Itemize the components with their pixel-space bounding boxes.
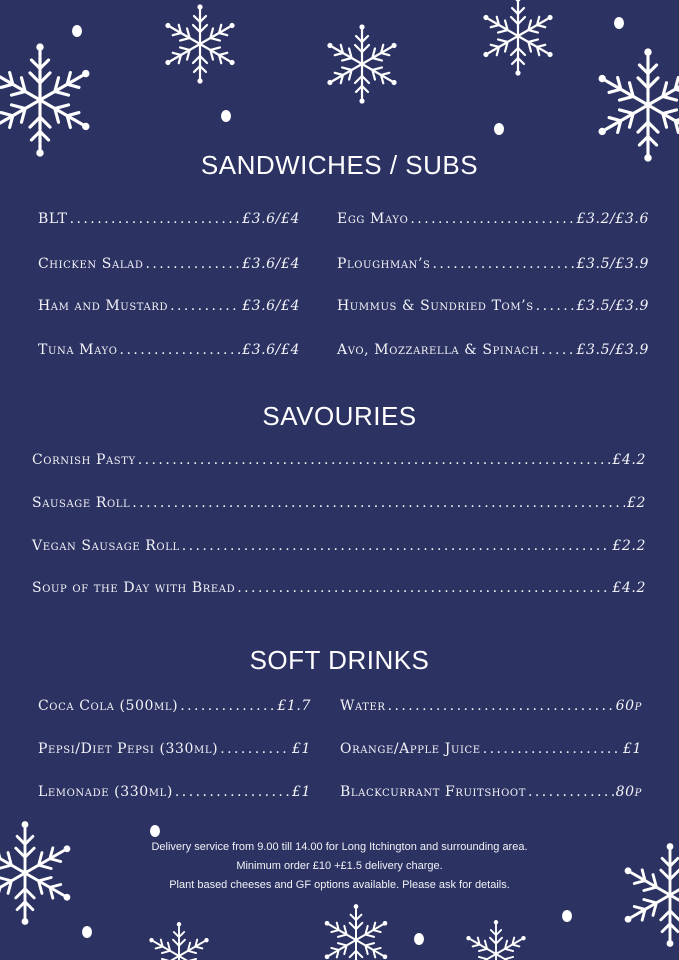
dot-leader	[483, 741, 621, 757]
snow-dot	[150, 825, 160, 837]
item-price: £3.6/£4	[242, 256, 300, 272]
snow-dot	[82, 926, 92, 938]
item-name: Orange/Apple Juice	[340, 741, 481, 757]
menu-item	[38, 298, 300, 314]
snow-dot	[72, 25, 82, 37]
snow-dot	[562, 910, 572, 922]
footer-line: Delivery service from 9.00 till 14.00 for Long Itchington and surrounding area.	[151, 841, 528, 853]
item-price: £2.2	[612, 538, 646, 554]
item-price: £1.7	[277, 698, 311, 714]
footer-line: Plant based cheeses and GF options available. Please ask for details.	[169, 879, 510, 891]
dot-leader	[132, 495, 625, 511]
footer-line: Minimum order £10 +£1.5 delivery charge.	[236, 860, 443, 872]
dot-leader	[170, 298, 240, 314]
dot-leader	[541, 342, 574, 358]
snowflake-icon	[318, 902, 394, 960]
dot-leader	[237, 580, 610, 596]
snow-dot	[614, 17, 624, 29]
section-title-sandwiches: SANDWICHES / SUBS	[200, 150, 479, 180]
item-price: £1	[622, 741, 642, 757]
item-price: 60p	[615, 698, 642, 714]
item-price: £3.5/£3.9	[576, 256, 649, 272]
menu-item	[38, 211, 300, 227]
snowflake-icon	[320, 22, 404, 106]
menu-item	[340, 698, 642, 714]
snow-dot	[414, 933, 424, 945]
menu-item	[337, 211, 649, 227]
snowflake-icon	[476, 0, 560, 78]
item-price: £3.5/£3.9	[576, 298, 649, 314]
menu-item	[38, 342, 300, 358]
snow-dot	[494, 123, 504, 135]
item-name: Lemonade (330ml)	[38, 784, 173, 800]
snow-dot	[221, 110, 231, 122]
menu-item	[32, 580, 646, 596]
menu-item	[32, 495, 646, 511]
snowflake-icon	[158, 2, 242, 86]
delivery-info	[0, 838, 679, 895]
item-name: Hummus & Sundried Tom’s	[337, 298, 534, 314]
item-name: Ham and Mustard	[38, 298, 169, 314]
item-name: Tuna Mayo	[38, 342, 118, 358]
section-title-savouries: SAVOURIES	[262, 401, 417, 431]
menu-item	[32, 538, 646, 554]
item-name: Water	[340, 698, 386, 714]
item-name: BLT	[38, 211, 68, 227]
menu-item	[38, 698, 311, 714]
snowflake-icon	[460, 918, 532, 960]
menu-item	[340, 784, 642, 800]
dot-leader	[182, 538, 611, 554]
item-name: Vegan Sausage Roll	[32, 538, 180, 554]
dot-leader	[138, 452, 611, 468]
dot-leader	[536, 298, 575, 314]
dot-leader	[528, 784, 614, 800]
dot-leader	[220, 741, 290, 757]
menu-item	[340, 741, 642, 757]
item-name: Avo, Mozzarella & Spinach	[337, 342, 540, 358]
snowflake-icon	[588, 45, 679, 165]
item-name: Soup of the Day with Bread	[32, 580, 236, 596]
item-price: £1	[291, 741, 311, 757]
item-name: Ploughman’s	[337, 256, 431, 272]
menu-item	[337, 342, 649, 358]
dot-leader	[120, 342, 241, 358]
dot-leader	[180, 698, 275, 714]
dot-leader	[388, 698, 614, 714]
dot-leader	[433, 256, 575, 272]
menu-item	[38, 256, 300, 272]
item-name: Sausage Roll	[32, 495, 131, 511]
item-name: Coca Cola (500ml)	[38, 698, 179, 714]
item-price: £4.2	[612, 580, 646, 596]
dot-leader	[175, 784, 290, 800]
item-price: £3.6/£4	[242, 298, 300, 314]
snowflake-icon	[0, 40, 100, 160]
item-price: £4.2	[612, 452, 646, 468]
dot-leader	[146, 256, 241, 272]
item-price: £3.6/£4	[242, 342, 300, 358]
item-name: Cornish Pasty	[32, 452, 136, 468]
menu-item	[38, 741, 311, 757]
item-price: £3.2/£3.6	[576, 211, 649, 227]
item-name: Pepsi/Diet Pepsi (330ml)	[38, 741, 219, 757]
dot-leader	[70, 211, 241, 227]
menu-item	[32, 452, 646, 468]
item-price: £2	[626, 495, 646, 511]
item-name: Blackcurrant Fruitshoot	[340, 784, 526, 800]
item-name: Chicken Salad	[38, 256, 144, 272]
item-name: Egg Mayo	[337, 211, 409, 227]
menu-item	[337, 256, 649, 272]
menu-item	[38, 784, 311, 800]
item-price: £1	[291, 784, 311, 800]
item-price: £3.5/£3.9	[576, 342, 649, 358]
item-price: £3.6/£4	[242, 211, 300, 227]
dot-leader	[410, 211, 574, 227]
menu-item	[337, 298, 649, 314]
item-price: 80p	[615, 784, 642, 800]
section-title-soft-drinks: SOFT DRINKS	[249, 645, 430, 675]
snowflake-icon	[143, 920, 215, 960]
